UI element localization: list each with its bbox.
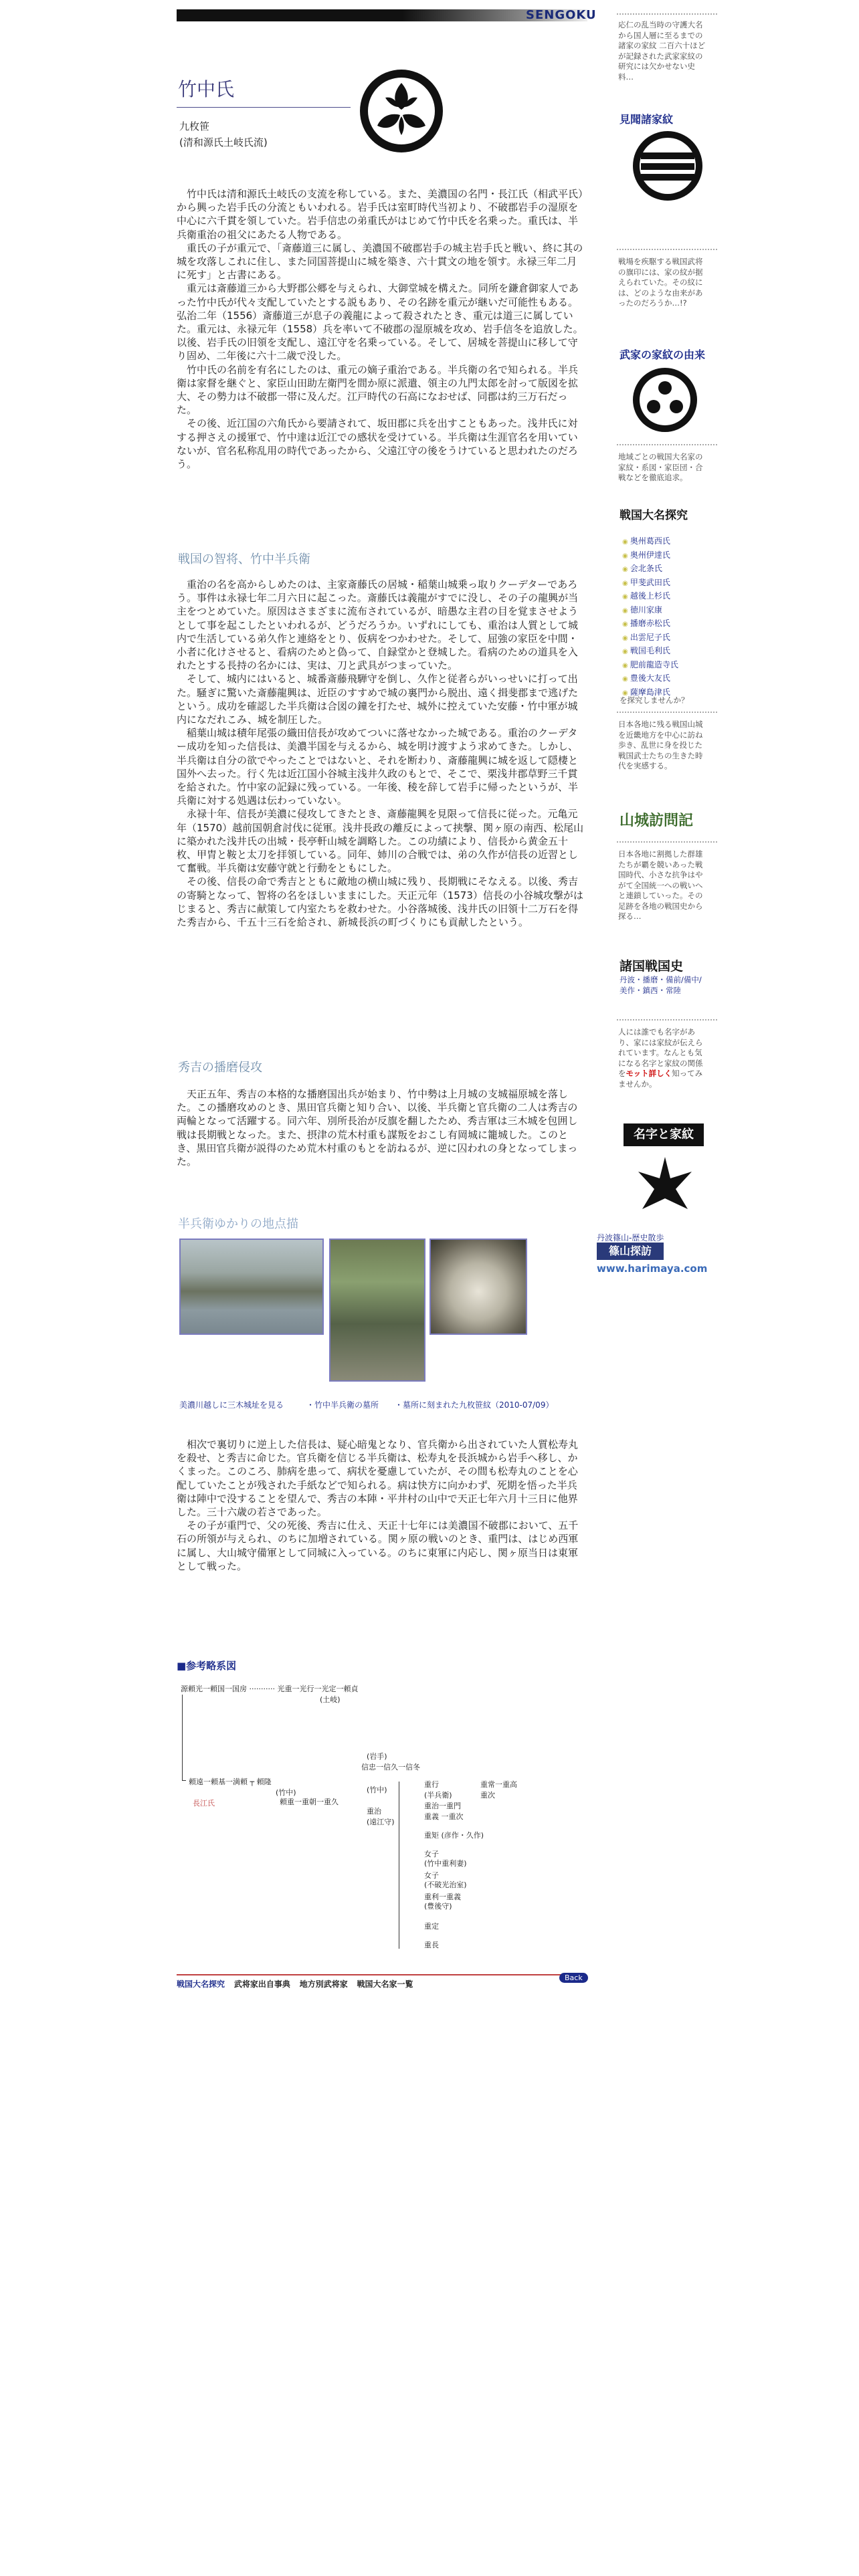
title-divider	[177, 107, 351, 108]
photo-crest-on-grave[interactable]	[430, 1239, 527, 1335]
genealogy-text: 重常一重高	[480, 1780, 517, 1789]
daimyo-nav-list	[622, 535, 716, 700]
sidebar-text: 知ってみませんか。	[618, 1069, 703, 1089]
sidebar-box-myoji	[618, 1027, 708, 1089]
sidebar-divider	[617, 841, 717, 843]
back-button[interactable]: Back	[559, 1973, 588, 1983]
genealogy-line	[182, 1780, 186, 1781]
sidebar-text: 日本各地に残る戦国山城を近畿地方を中心に訪ね歩き、乱世に身を投じた戦国武士たちの生きた時代を実感する。	[618, 720, 703, 770]
photo-caption: ・墓所に刻まれた九枚笹紋（2010-07/09）	[395, 1400, 554, 1410]
page-title: 竹中氏	[178, 78, 235, 100]
genealogy-text: 重治一重門	[424, 1802, 461, 1810]
bottom-nav-link[interactable]: 戦国大名探究	[177, 1979, 225, 1989]
sidebar-nav-link[interactable]: ◉ 豊後大友氏	[622, 672, 716, 686]
genealogy-text: 重次	[480, 1791, 495, 1800]
shokoku-links[interactable]: 丹波・播磨・備前/備中/美作・鎮西・常陸	[619, 975, 702, 995]
sidebar-text: 人には誰でも名字があり、家には家紋が伝えられています。なんとも気になる名字と家紋の関係を	[618, 1027, 703, 1078]
sidebar-text: を探究しませんか？	[619, 695, 689, 705]
sidebar-divider	[617, 444, 717, 445]
sidebar-nav-link[interactable]: ◉ 播磨赤松氏	[622, 617, 716, 631]
sidebar-nav-link[interactable]: ◉ 出雲尼子氏	[622, 631, 716, 645]
paragraph: 重元は斎藤道三から大野郡公郷を与えられ、大御堂城を構えた。同所を鎌倉御家人であった竹中氏が代々支配していたとする説もあり、その名跡を重元が継いだ可能性もある。弘治二年（1556）斎藤道三が息子の義龍によって殺されたとき、重元は道三に属していた。重元は、永禄元年（1558）兵を率いて不破郡の湿原城を攻め、岩手信冬を追放した。以後、岩手氏の旧領を支配し、遠江守を名乗っている。そして、居城を菩提山に移して守り固め、二年後に六十二歳で没した。	[177, 282, 583, 362]
paragraph: 永禄十年、信長が美濃に侵攻してきたとき、斎藤龍興を見限って信長に従った。元亀元年（1570）越前国朝倉討伐に従軍。浅井長政の離反によって挟撃、関ヶ原の南西、松尾山に築かれた浅井氏の出城・長亭軒山城を調略した。この功績により、信長から黄金五十枚、甲胄と鞍と太刀を拝領している。同年、姉川の合戦では、弟の久作が信長の近習として奮戦。半兵衛は安藤守就と行動をともにした。	[177, 808, 584, 875]
genealogy-text: (竹中)	[367, 1786, 387, 1794]
sidebar-divider	[617, 13, 717, 15]
genealogy-text: (豊後守)	[424, 1902, 452, 1911]
sidebar-text: 応仁の乱当時の守護大名から国人層に至るまでの諸家の家紋 二百六十ほどが記録された武家家紋の研究には欠かせない史料…	[618, 20, 706, 82]
sidebar-nav-link[interactable]: ◉ 肥前龍造寺氏	[622, 659, 716, 673]
photo-miki-castle[interactable]	[179, 1239, 324, 1335]
bottom-nav-link[interactable]: 戦国大名家一覧	[357, 1979, 413, 1989]
sidebar-text: 戦場を疾駆する戦国武将の旗印には、家の紋が据えられていた。その紋には、どのような由来があったのだろうか…!?	[618, 257, 703, 308]
sidebar-banner-daimyo[interactable]: 戦国大名探究	[619, 509, 688, 522]
paragraph: 重氏の子が重元で、「斎藤道三に属し、美濃国不破郡岩手の城主岩手氏と戦い、終に其の城を攻落しこれに住し、また同国菩提山に城を築き、六十貫文の地を領す。永禄三年二月に死す」と古書にある。	[177, 241, 583, 282]
genealogy-text: 重行	[424, 1780, 439, 1789]
section-heading: 半兵衛ゆかりの地点描	[178, 1217, 298, 1231]
ad-title[interactable]: 丹波篠山-歴史散歩	[597, 1233, 664, 1243]
genealogy-text: (竹中)	[276, 1788, 296, 1797]
sidebar-box-kamon	[618, 257, 708, 309]
sidebar-box-yamajiro	[618, 720, 708, 772]
photo-caption: 美濃川越しに三木城址を見る	[179, 1400, 284, 1410]
genealogy-text: 重利一重義	[424, 1893, 461, 1901]
sidebar-highlight[interactable]: モット詳しく	[626, 1069, 672, 1078]
sidebar-nav-link[interactable]: ◉ 薩摩島津氏	[622, 686, 716, 700]
sidebar-banner-myoji[interactable]: 名字と家紋	[624, 1123, 704, 1146]
sidebar-text: 日本各地に割拠した群雄たちが覇を競いあった戦国時代、小さな抗争はやがて全国統一への戦いへと連鎖していった。その足跡を各地の戦国史から探る…	[618, 849, 703, 921]
paragraph: その子が重門で、父の死後、秀吉に仕え、天正十七年には美濃国不破郡において、五千石の所領が与えられ、のちに加増されている。関ヶ原の戦いのとき、重門は、はじめ西軍に属し、大山城守備軍として同城に入っている。のちに東軍に内応し、関ヶ原当日は東軍として戦った。	[177, 1519, 579, 1572]
ad-url[interactable]: www.harimaya.com	[597, 1263, 708, 1275]
bottom-nav-link[interactable]: 地方別武将家	[299, 1979, 348, 1989]
genealogy-text: (竹中重利妻)	[424, 1859, 467, 1868]
bottom-nav	[177, 1974, 586, 1990]
genealogy-text: 源頼光一頼国一国房 ··········· 光重一光行一光定一頼貞	[181, 1685, 359, 1693]
section-heading: 秀吉の播磨侵攻	[178, 1061, 262, 1075]
lineage-note: (清和源氏土岐氏流)	[179, 136, 268, 148]
sidebar-nav-link[interactable]: ◉ 甲斐武田氏	[622, 576, 716, 591]
photo-caption: ・竹中半兵衛の墓所	[306, 1400, 379, 1410]
genealogy-text: 重長	[424, 1941, 439, 1949]
paulownia-crest-icon	[632, 1152, 698, 1216]
genealogy-text: 長江氏	[193, 1799, 215, 1808]
sidebar-text: 地域ごとの戦国大名家の家紋・系図・家臣団・合戦などを徹底追求。	[618, 452, 703, 482]
kuyo-sasa-crest-icon	[359, 68, 444, 154]
sidebar-nav-link[interactable]: ◉ 越後上杉氏	[622, 590, 716, 604]
sidebar-divider	[617, 249, 717, 250]
sidebar-banner-shokoku[interactable]: 諸国戦国史	[619, 959, 684, 974]
paragraph: 稲葉山城は積年尾張の織田信長が攻めてついに落せなかった城である。重治のクーデター成功を知った信長は、美濃半国を与えるから、城を明け渡すよう求めてきた。しかし、半兵衛は自分の欲でやったことではないと、それを断わり、斎藤龍興に城を返して隠棲と国外へ去った。行く先は近江国小谷城主浅井久政のもとで、そこで、栗浅井郡草野三千貫を給された。竹中家の記録に残っている。一年後、稜を辞して岩手に帰ったというが、半兵衛に対する処遇は伝わっていない。	[177, 727, 579, 807]
sidebar-nav-link[interactable]: ◉ 奥州伊達氏	[622, 549, 716, 563]
sidebar-banner-yamajiro[interactable]: 山城訪問記	[619, 812, 694, 829]
reference-title: ■参考略系図	[177, 1660, 237, 1672]
paragraph: 相次で裏切りに逆上した信長は、疑心暗鬼となり、官兵衛から出されていた人質松寿丸を殺せ、と秀吉に命じた。官兵衛を信じる半兵衛は、松寿丸を長浜城から岩手へ移し、かくまった。このころ、肺病を患って、病状を憂慮していたが、その間も松寿丸のことを心配していたことが残された手紙などで知られる。病は快方に向かわず、死期を悟った半兵衛は陣中で没することを望んで、秀吉の本陣・平井村の山中で天正七年六月十三日に他界した。三十六歳の若さであった。	[177, 1438, 579, 1519]
bottom-nav-link[interactable]: 武将家出自事典	[233, 1979, 290, 1989]
genealogy-text: (半兵衛)	[424, 1791, 452, 1800]
section-heading: 戦国の智将、竹中半兵衛	[178, 552, 310, 566]
genealogy-text: 頼重一重朝一重久	[280, 1798, 339, 1806]
sidebar-box-shokoku	[618, 849, 708, 922]
intro-text	[177, 187, 586, 471]
site-logo[interactable]: SENGOKU	[526, 8, 597, 22]
genealogy-line	[182, 1695, 183, 1780]
sidebar-nav-link[interactable]: ◉ 戦国毛利氏	[622, 645, 716, 659]
paragraph: そして、城内にはいると、城番斎藤飛騨守を倒し、久作と従者らがいっせいに打って出た。騒ぎに驚いた斎藤龍興は、近臣のすすめで城の裏門から脱出、遠く揖斐郡まで逃げたという。成功を確認した半兵衛は合図の鐘を打たせ、城外に控えていた安藤・竹中軍が城内になだれこみ、城を制圧した。	[177, 673, 579, 726]
photo-grave[interactable]	[329, 1239, 425, 1382]
paragraph: 天正五年、秀吉の本格的な播磨国出兵が始まり、竹中勢は上月城の支城福原城を落した。この播磨攻めのとき、黒田官兵衛と知り合い、以後、半兵衛と官兵衛の二人は秀吉の両輪となって活躍する。同六年、別所長治が反旗を翻したため、秀吉軍は三木城を包囲し戦は長期戦となった。また、摂津の荒木村重も謀叛をおこし有岡城に籠城した。このとき、黒田官兵衛が説得のため荒木村重のもとを訪ねるが、逆に囚われの身となってしまった。	[177, 1088, 578, 1168]
sidebar-banner-kenmon[interactable]: 見聞諸家紋	[619, 113, 674, 126]
genealogy-text: 重義 一重次	[424, 1812, 464, 1821]
genealogy-text: 女子	[424, 1871, 439, 1880]
sidebar-divider	[617, 712, 717, 713]
genealogy-text: (不破光治室)	[424, 1881, 467, 1889]
genealogy-text: (岩手)	[367, 1752, 387, 1761]
section-text	[177, 578, 586, 929]
paragraph: 竹中氏は清和源氏土岐氏の支流を称している。また、美濃国の名門・長江氏（相武平氏）から興った岩手氏の分流ともいわれる。岩手氏は室町時代当初より、不破郡岩手の湿原を中心に六千貫を領していた。岩手信忠の弟重氏がはじめて竹中氏を名乗った。重氏は、半兵衛重治の祖父にあたる人物である。	[177, 188, 583, 241]
circle-lines-crest-icon	[632, 130, 704, 202]
paragraph: 竹中氏の名前を有名にしたのは、重元の嫡子重治である。半兵衛の名で知られる。半兵衛は家督を継ぐと、家臣山田助左衛門を間か原に派遣、領主の九門太郎を討って版図を拡大、その勢力は不破郡一帯に及んだ。江戸時代の石高になおせば、同郡は約三万石だった。	[177, 363, 579, 417]
genealogy-text: 重定	[424, 1922, 439, 1931]
sidebar-nav-link[interactable]: ◉ 奥州葛西氏	[622, 535, 716, 549]
sidebar-nav-link[interactable]: ◉ 徳川家康	[622, 604, 716, 618]
paulownia-crest-icon	[632, 366, 698, 433]
genealogy-text: 信忠一信久一信冬	[361, 1763, 420, 1772]
genealogy-text: 女子	[424, 1850, 439, 1858]
sidebar-box-daimyo	[618, 452, 708, 484]
paragraph: その後、信長の命で秀吉とともに敵地の横山城に残り、長期戦にそなえる。以後、秀吉の寄騎となって、智将の名をほしいままにした。天正元年（1573）信長の小谷城攻撃がはじまると、秀吉に献策して内室たちを救わせた。小谷落城後、浅井氏の旧領十二万石を得た秀吉から、千五十三石を給され、新城長浜の町づくりにも貢献したという。	[177, 875, 583, 929]
paragraph: その後、近江国の六角氏から要請されて、坂田郡に兵を出すこともあった。浅井氏に対する押さえの援軍で、竹中達は近江での感状を受けている。半兵衛は生涯官名を用いていないが、官名私称乱用の時代であったから、父遠江守の後をうけていると思われたのだろう。	[177, 417, 578, 471]
genealogy-text: 頼遠一頼基一満頼 ┬ 頼隆	[189, 1778, 272, 1786]
sidebar-banner-kamon[interactable]: 武家の家紋の由来	[619, 348, 706, 361]
sidebar-nav-link[interactable]: ◉ 会北条氏	[622, 562, 716, 576]
ad-banner[interactable]: 篠山探訪	[597, 1243, 664, 1260]
sidebar-box-kenmon	[618, 20, 708, 82]
sidebar-divider	[617, 1019, 717, 1021]
section-text	[177, 1438, 586, 1573]
genealogy-text: 重治	[367, 1807, 381, 1816]
paragraph: 重治の名を高からしめたのは、主家斎藤氏の居城・稲葉山城乗っ取りクーデターであろう。事件は永禄七年二月六日に起こった。斎藤氏は義龍がすでに没し、その子の龍興が当主をつとめていた。原因はさまざまに流布されているが、暗愚な主君の目を覚まさせようとして事を起こしたといわれるが、どうだろうか。いずれにしても、重治は人質として城内で生活している弟久作と連絡をとり、仮病をつかわせた。そして、屈強の家臣を中間・小者に化けさせると、看病のためと偽って、自録堂かと登城した。看病のための道具を入れたとする長持の名かには、実は、刀と武具がつまっていた。	[177, 578, 579, 672]
section-text	[177, 1087, 586, 1168]
genealogy-text: (遠江守)	[367, 1818, 395, 1826]
genealogy-text: 重矩 (彦作・久作)	[424, 1831, 484, 1840]
genealogy-text: (土岐)	[320, 1695, 341, 1704]
crest-name: 九枚笹	[179, 120, 210, 132]
